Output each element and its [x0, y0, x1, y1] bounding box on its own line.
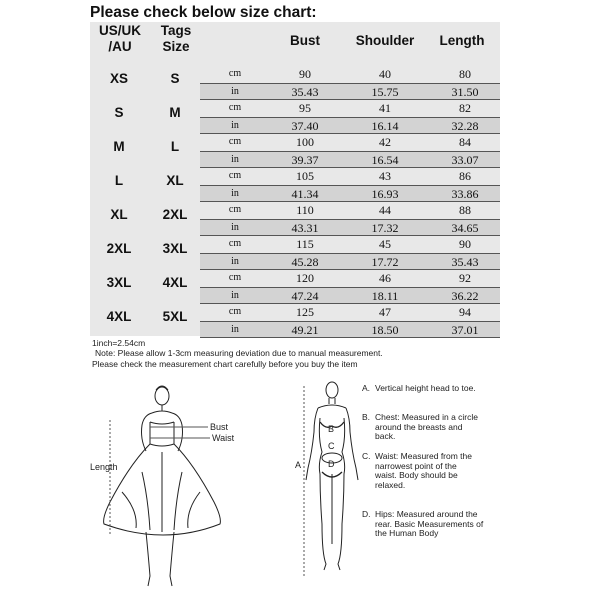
- header-us-uk-au: US/UK /AU: [98, 23, 141, 54]
- cm-value: 82: [459, 101, 471, 115]
- cm-value: 40: [379, 67, 391, 81]
- in-value: 34.65: [451, 221, 479, 235]
- header-tags-size: Tags Size: [160, 23, 192, 54]
- measure-text: Waist: Measured from the narrowest point of the waist. Body should be relaxed.: [375, 451, 472, 490]
- check-note: Please check the measurement chart carefully before you buy the item: [92, 359, 358, 369]
- tag-size: 5XL: [162, 309, 188, 324]
- tag-size: 2XL: [162, 207, 188, 222]
- unit-in: in: [231, 154, 239, 165]
- unit-in: in: [231, 120, 239, 131]
- header-length: Length: [439, 33, 485, 48]
- cm-value: 120: [296, 271, 314, 285]
- unit-in: in: [231, 222, 239, 233]
- in-value: 49.21: [291, 323, 319, 337]
- dress-illustration: [88, 382, 288, 597]
- cm-value: 42: [379, 135, 391, 149]
- cm-value: 95: [299, 101, 311, 115]
- tag-size: S: [170, 71, 180, 86]
- in-value: 18.50: [371, 323, 399, 337]
- cm-value: 41: [379, 101, 391, 115]
- cm-value: 92: [459, 271, 471, 285]
- us-size: XS: [109, 71, 128, 86]
- cm-value: 86: [459, 169, 471, 183]
- unit-cm: cm: [228, 238, 242, 249]
- dress-waist-label: Waist: [212, 433, 235, 443]
- tag-size: 3XL: [162, 241, 188, 256]
- cm-value: 44: [379, 203, 391, 217]
- cm-value: 88: [459, 203, 471, 217]
- measure-text: Chest: Measured in a circle around the breasts and back.: [375, 412, 478, 441]
- measure-text: Vertical height head to toe.: [375, 383, 476, 393]
- in-value: 17.72: [371, 255, 399, 269]
- header-shoulder: Shoulder: [355, 33, 415, 48]
- in-value: 47.24: [291, 289, 319, 303]
- in-value: 37.01: [451, 323, 479, 337]
- size-chart-title: Please check below size chart:: [90, 4, 317, 21]
- unit-cm: cm: [228, 102, 242, 113]
- in-value: 18.11: [371, 289, 399, 303]
- measure-letter: A.: [362, 383, 371, 393]
- body-label-d: D: [328, 459, 335, 469]
- measure-letter: C.: [362, 451, 371, 461]
- unit-cm: cm: [228, 136, 242, 147]
- in-value: 35.43: [291, 85, 319, 99]
- deviation-note: Note: Please allow 1-3cm measuring deviation due to manual measurement.: [95, 348, 383, 358]
- in-value: 41.34: [291, 187, 319, 201]
- cm-value: 80: [459, 67, 471, 81]
- in-value: 39.37: [291, 153, 319, 167]
- us-size: XL: [110, 207, 128, 222]
- cm-value: 94: [459, 305, 471, 319]
- unit-in: in: [231, 324, 239, 335]
- cm-value: 125: [296, 305, 314, 319]
- cm-value: 45: [379, 237, 391, 251]
- in-value: 16.54: [371, 153, 399, 167]
- measure-letter: D.: [362, 509, 371, 519]
- us-size: S: [114, 105, 124, 120]
- in-value: 32.28: [451, 119, 479, 133]
- unit-cm: cm: [228, 306, 242, 317]
- unit-in: in: [231, 86, 239, 97]
- in-value: 31.50: [451, 85, 479, 99]
- in-value: 17.32: [371, 221, 399, 235]
- us-size: 4XL: [106, 309, 132, 324]
- cm-value: 115: [296, 237, 314, 251]
- measure-letter: B.: [362, 412, 371, 422]
- size-chart-table: [90, 22, 500, 336]
- in-value: 36.22: [451, 289, 479, 303]
- in-value: 37.40: [291, 119, 319, 133]
- cm-value: 110: [296, 203, 314, 217]
- in-value: 33.07: [451, 153, 479, 167]
- body-label-b: B: [328, 424, 335, 434]
- cm-value: 100: [296, 135, 314, 149]
- unit-cm: cm: [228, 68, 242, 79]
- body-label-a: A: [295, 460, 302, 470]
- tag-size: XL: [166, 173, 184, 188]
- cm-value: 43: [379, 169, 391, 183]
- dress-bust-label: Bust: [210, 422, 229, 432]
- unit-cm: cm: [228, 170, 242, 181]
- unit-cm: cm: [228, 272, 242, 283]
- in-value: 33.86: [451, 187, 479, 201]
- us-size: M: [113, 139, 125, 154]
- unit-in: in: [231, 290, 239, 301]
- in-value: 15.75: [371, 85, 399, 99]
- us-size: 3XL: [106, 275, 132, 290]
- cm-value: 105: [296, 169, 314, 183]
- us-size: L: [114, 173, 124, 188]
- tag-size: L: [170, 139, 180, 154]
- dress-length-label: Length: [90, 462, 118, 472]
- cm-value: 46: [379, 271, 391, 285]
- in-value: 35.43: [451, 255, 479, 269]
- body-measure-illustration: [292, 378, 372, 593]
- in-value: 16.93: [371, 187, 399, 201]
- cm-value: 90: [459, 237, 471, 251]
- in-value: 45.28: [291, 255, 319, 269]
- us-size: 2XL: [106, 241, 132, 256]
- in-value: 43.31: [291, 221, 319, 235]
- conversion-note: 1inch=2.54cm: [92, 338, 146, 348]
- unit-cm: cm: [228, 204, 242, 215]
- unit-in: in: [231, 188, 239, 199]
- in-value: 16.14: [371, 119, 399, 133]
- cm-value: 47: [379, 305, 391, 319]
- cm-value: 90: [299, 67, 311, 81]
- tag-size: M: [169, 105, 181, 120]
- measure-text: Hips: Measured around the rear. Basic Measurements of the Human Body: [375, 509, 484, 538]
- cm-value: 84: [459, 135, 471, 149]
- tag-size: 4XL: [162, 275, 188, 290]
- header-bust: Bust: [290, 33, 320, 48]
- unit-in: in: [231, 256, 239, 267]
- body-label-c: C: [328, 441, 335, 451]
